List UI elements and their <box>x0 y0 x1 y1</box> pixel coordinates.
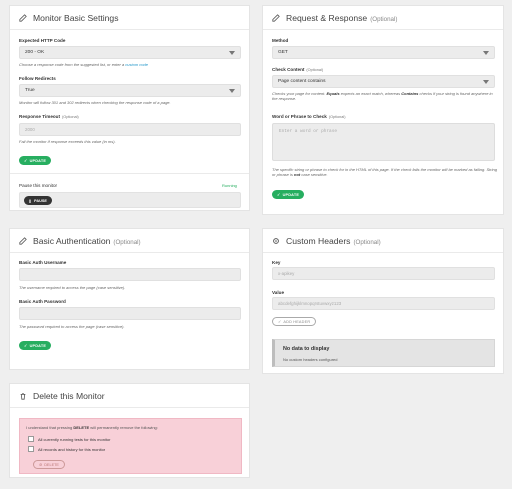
pause-label: Pause this monitor <box>19 183 58 188</box>
check-content-help <box>272 91 496 101</box>
username-label: Basic Auth Username <box>19 260 67 265</box>
trash-icon: ⊘ <box>39 463 43 467</box>
request-response-panel <box>262 5 504 215</box>
title-text: Custom Headers <box>286 235 351 246</box>
method-select[interactable] <box>272 46 495 59</box>
trash-icon <box>19 392 27 400</box>
delete-warning-text <box>26 425 158 430</box>
help-equals: Equals <box>326 91 340 96</box>
optional-tag: (Optional) <box>306 68 324 72</box>
help-not: not <box>294 172 301 178</box>
delete-monitor-panel <box>9 383 250 478</box>
update-label: UPDATE <box>282 192 300 197</box>
username-help: The username required to access the page (case sensitive). <box>19 285 126 290</box>
panel-header <box>263 6 503 30</box>
help-text: checks if your string is found anywhere in the response. <box>272 91 493 102</box>
value-label: Value <box>272 290 285 295</box>
title-text: Request & Response <box>286 12 368 23</box>
http-code-help <box>19 62 148 67</box>
timeout-help: Fail the monitor if response exceeds this value (in ms). <box>19 139 116 144</box>
divider <box>10 173 249 174</box>
checkbox-label: All records and history for this monitor <box>38 446 106 452</box>
check-icon: ✓ <box>278 320 282 324</box>
delete-warning-box <box>19 418 242 474</box>
custom-headers-panel <box>262 228 504 374</box>
timeout-label-text: Response Timeout <box>19 114 61 119</box>
help-contains: Contains <box>401 91 419 96</box>
panel-title <box>286 236 381 246</box>
title-text: Basic Authentication <box>33 235 111 246</box>
checkbox-records-history[interactable] <box>28 446 105 452</box>
basic-auth-panel <box>9 228 250 370</box>
optional-tag: (Optional) <box>353 238 381 246</box>
pause-button[interactable] <box>24 196 52 205</box>
panel-header <box>10 229 249 253</box>
update-button[interactable] <box>19 341 51 350</box>
check-icon: ✓ <box>24 158 28 163</box>
pause-icon: || <box>29 198 32 203</box>
checkbox[interactable] <box>28 446 34 452</box>
empty-state <box>272 339 495 367</box>
panel-header <box>10 6 249 30</box>
panel-title: Delete this Monitor <box>33 390 105 401</box>
check-content-value: Page content contains <box>278 79 326 84</box>
panel-title <box>286 13 397 23</box>
update-label: UPDATE <box>29 343 47 348</box>
follow-redirects-help: Monitor will follow 301 and 302 redirects when checking the response code of a page. <box>19 100 171 105</box>
phrase-label-text: Word or Phrase to Check <box>272 114 327 119</box>
password-label: Basic Auth Password <box>19 299 66 304</box>
panel-header <box>10 384 249 408</box>
pause-label-text: PAUSE <box>34 198 47 203</box>
help-text: Choose a response code from the suggested list, or enter a <box>19 62 125 67</box>
add-header-button[interactable] <box>272 317 316 326</box>
help-text: The specific string or phrase to check for in the HTML of this page. If the check fails the monitor will be marked as failing. String or phrase is <box>272 167 497 178</box>
key-input[interactable]: x-apikey <box>272 267 495 280</box>
help-text: case sensitive. <box>301 172 328 178</box>
follow-redirects-value: True <box>25 88 35 93</box>
warning-text: will permanently remove the following: <box>90 425 158 430</box>
help-text: Checks your page for content. <box>272 91 326 96</box>
update-button[interactable] <box>272 190 304 199</box>
pencil-icon <box>272 14 280 22</box>
status-badge: Running <box>222 183 237 188</box>
delete-button[interactable] <box>33 460 65 469</box>
username-input[interactable] <box>19 268 241 281</box>
monitor-basic-settings-panel <box>9 5 250 211</box>
panel-title: Monitor Basic Settings <box>33 12 119 23</box>
checkbox-label: All currently running tests for this monitor <box>38 436 111 442</box>
update-label: UPDATE <box>29 158 47 163</box>
http-code-label: Expected HTTP Code <box>19 38 66 43</box>
pause-box <box>19 192 241 208</box>
gear-icon <box>272 237 280 245</box>
http-code-value: 200 - OK <box>25 50 45 55</box>
delete-label: DELETE <box>44 462 59 467</box>
method-value: GET <box>278 50 288 55</box>
timeout-label <box>19 114 79 119</box>
optional-tag: (Optional) <box>328 115 346 119</box>
key-label: Key <box>272 260 281 265</box>
timeout-input[interactable]: 2000 <box>19 123 241 136</box>
checkbox[interactable] <box>28 436 34 442</box>
method-label: Method <box>272 38 289 43</box>
chevron-down-icon <box>229 51 235 55</box>
check-content-label <box>272 67 323 72</box>
phrase-help <box>272 167 498 177</box>
empty-state-title: No data to display <box>283 346 330 352</box>
chevron-down-icon <box>483 51 489 55</box>
empty-state-text: No custom headers configured <box>283 357 338 362</box>
add-header-label: ADD HEADER <box>283 319 311 324</box>
help-text: expects an exact match, whereas <box>340 91 401 96</box>
check-label-text: Check Content <box>272 67 305 72</box>
chevron-down-icon <box>483 80 489 84</box>
chevron-down-icon <box>229 89 235 93</box>
optional-tag: (Optional) <box>113 238 141 246</box>
check-icon: ✓ <box>277 192 281 197</box>
optional-tag: (Optional) <box>370 15 398 23</box>
follow-redirects-label: Follow Redirects <box>19 76 56 81</box>
follow-redirects-select[interactable] <box>19 84 241 97</box>
warning-bold: DELETE <box>73 425 90 430</box>
panel-title <box>33 236 141 246</box>
pencil-icon <box>19 14 27 22</box>
panel-header <box>263 229 503 253</box>
check-icon: ✓ <box>24 343 28 348</box>
update-button[interactable] <box>19 156 51 165</box>
warning-text: I understand that pressing <box>26 425 73 430</box>
phrase-label <box>272 114 345 119</box>
http-code-select[interactable] <box>19 46 241 59</box>
optional-tag: (Optional) <box>62 115 79 119</box>
check-content-select[interactable] <box>272 75 495 88</box>
password-help: The password required to access the page (case sensitive). <box>19 324 125 329</box>
value-input[interactable]: abcdefghijklmnopqrstuvwxyz123 <box>272 297 495 310</box>
phrase-textarea[interactable]: Enter a word or phrase <box>272 123 495 161</box>
checkbox-running-tests[interactable] <box>28 436 110 442</box>
custom-code-link[interactable]: custom code <box>125 62 148 67</box>
pencil-icon <box>19 237 27 245</box>
password-input[interactable] <box>19 307 241 320</box>
